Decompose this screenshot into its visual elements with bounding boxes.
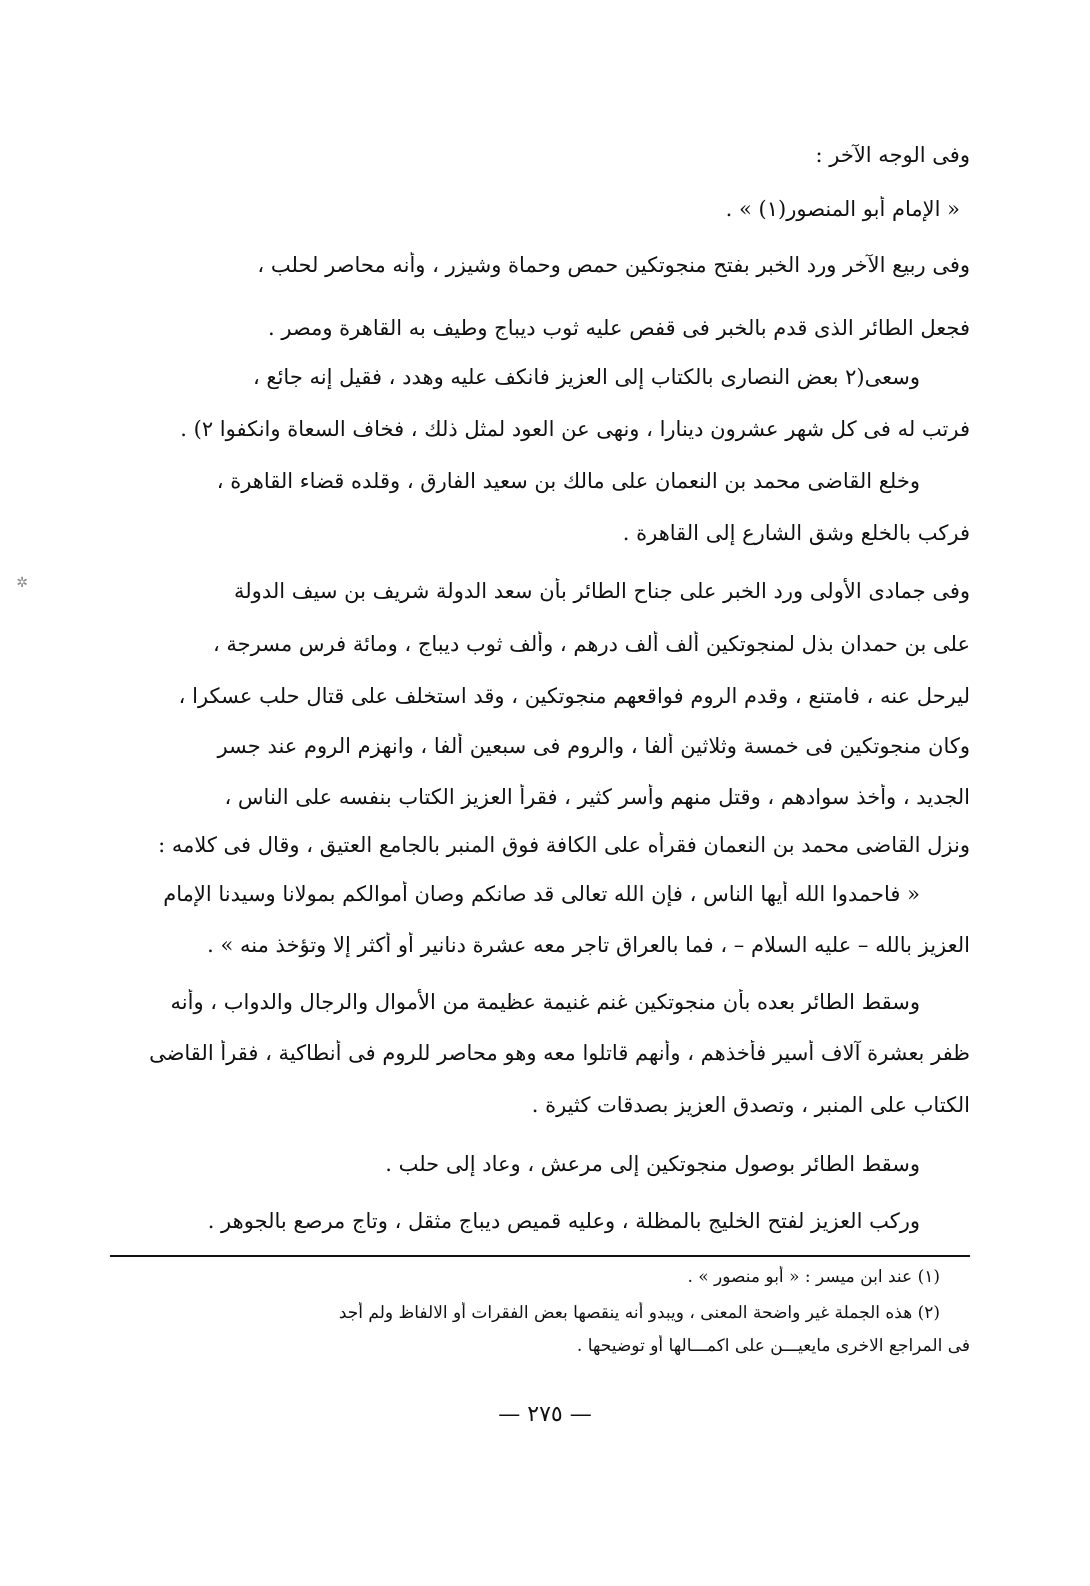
text-line-11: ليرحل عنه ، فامتنع ، وقدم الروم فواقعهم منجوتكين ، وقد استخلف على قتال حلب عسكرا ، (178, 684, 970, 708)
text-line-14: ونزل القاضى محمد بن النعمان فقرأه على الكافة فوق المنبر بالجامع العتيق ، وقال فى كلامه : (158, 833, 970, 857)
footnote-1: (١) عند ابن ميسر : « أبو منصور » . (687, 1267, 940, 1287)
text-line-4: فجعل الطائر الذى قدم بالخبر فى قفص عليه ثوب ديباج وطيف به القاهرة ومصر . (267, 316, 970, 340)
text-line-3: وفى ربيع الآخر ورد الخبر بفتح منجوتكين حمص وحماة وشيزر ، وأنه محاصر لحلب ، (257, 253, 970, 277)
text-line-2: « الإمام أبو المنصور(١) » . (725, 197, 960, 221)
text-line-9: وفى جمادى الأولى ورد الخبر على جناح الطائر بأن سعد الدولة شريف بن سيف الدولة (234, 579, 970, 603)
text-line-8: فركب بالخلع وشق الشارع إلى القاهرة . (622, 521, 970, 545)
text-line-21: وركب العزيز لفتح الخليج بالمظلة ، وعليه قميص ديباج مثقل ، وتاج مرصع بالجوهر . (207, 1209, 920, 1233)
text-line-17: وسقط الطائر بعده بأن منجوتكين غنم غنيمة عظيمة من الأموال والرجال والدواب ، وأنه (170, 990, 920, 1014)
text-line-7: وخلع القاضى محمد بن النعمان على مالك بن سعيد الفارق ، وقلده قضاء القاهرة ، (216, 469, 920, 493)
text-line-13: الجديد ، وأخذ سوادهم ، وقتل منهم وأسر كثير ، فقرأ العزيز الكتاب بنفسه على الناس ، (224, 785, 970, 809)
text-line-20: وسقط الطائر بوصول منجوتكين إلى مرعش ، وعاد إلى حلب . (385, 1152, 920, 1176)
footnote-divider (110, 1255, 970, 1257)
text-line-1: وفى الوجه الآخر : (815, 143, 970, 167)
text-line-12: وكان منجوتكين فى خمسة وثلاثين ألفا ، والروم فى سبعين ألفا ، وانهزم الروم عند جسر (217, 734, 970, 758)
footnote-2-continued: فى المراجع الاخرى مايعيـــن على اكمـــالها أو توضيحها . (576, 1336, 970, 1356)
text-line-6: فرتب له فى كل شهر عشرون دينارا ، ونهى عن العود لمثل ذلك ، فخاف السعاة وانكفوا ٢) . (180, 417, 970, 441)
text-line-15: « فاحمدوا الله أيها الناس ، فإن الله تعالى قد صانكم وصان أموالكم بمولانا وسيدنا الإمام (163, 882, 920, 906)
margin-mark: ✲ (16, 575, 28, 591)
page-number: — ٢٧٥ — (498, 1402, 592, 1427)
text-line-16: العزيز بالله – عليه السلام – ، فما بالعراق تاجر معه عشرة دنانير أو أكثر إلا وتؤخذ منه » . (207, 933, 970, 957)
text-line-18: ظفر بعشرة آلاف أسير فأخذهم ، وأنهم قاتلوا معه وهو محاصر للروم فى أنطاكية ، فقرأ القاضى (149, 1041, 970, 1065)
text-line-5: وسعى(٢ بعض النصارى بالكتاب إلى العزيز فانكف عليه وهدد ، فقيل إنه جائع ، (252, 365, 920, 389)
text-line-19: الكتاب على المنبر ، وتصدق العزيز بصدقات كثيرة . (531, 1093, 970, 1117)
footnote-2: (٢) هذه الجملة غير واضحة المعنى ، ويبدو أنه ينقصها بعض الفقرات أو الالفاظ ولم أجد (338, 1303, 940, 1323)
text-line-10: على بن حمدان بذل لمنجوتكين ألف ألف درهم ، وألف ثوب ديباج ، ومائة فرس مسرجة ، (212, 632, 970, 656)
